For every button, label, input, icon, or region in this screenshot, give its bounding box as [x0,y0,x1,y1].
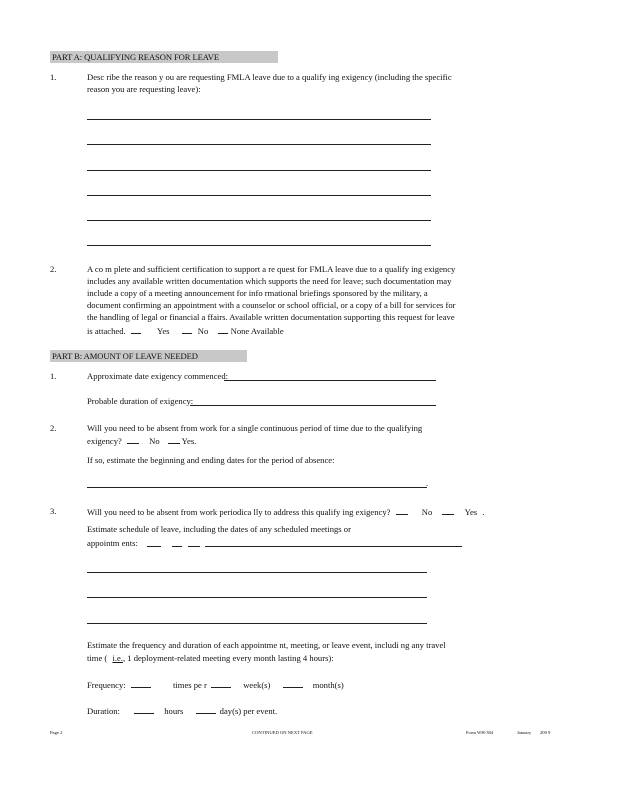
periodic-yes-label: Yes [464,507,478,517]
part-a-q2-text-line2: includes any available written documentation which supports the need for leave; such documentation may [87,276,452,286]
part-a-q1-number: 1. [50,72,57,82]
part-b-q1-number: 1. [50,371,57,381]
reason-answer-line-1[interactable] [87,119,431,120]
duration-days-field[interactable] [196,705,216,714]
frequency-example-prefix: time ( [87,653,108,663]
part-a-q2-text-line4: document confirming an appointment with a counselor or school official, or a copy of a bill for services for [87,300,456,310]
exigency-duration-field[interactable] [190,405,436,406]
schedule-instruction-line1: Estimate schedule of leave, including the dates of any scheduled meetings or [87,524,351,534]
part-a-heading: PART A: QUALIFYING REASON FOR LEAVE [50,51,278,63]
continuous-yes-blank[interactable] [168,435,180,444]
schedule-line-2[interactable] [87,572,427,573]
periodic-end-mark: . [482,507,485,517]
times-per-label: times pe r [172,680,207,690]
reason-answer-line-3[interactable] [87,170,431,171]
page-number: Page 2 [50,730,63,735]
periodic-absence-row [87,506,484,518]
part-a-q1-text-line2: reason you are requesting leave): [87,84,201,94]
attached-none-label: None Available [230,326,284,336]
schedule-line-4[interactable] [87,623,427,624]
attached-yes-label: Yes [156,326,170,336]
days-label: day(s) per event. [219,706,278,716]
schedule-instruction-line2: appointm ents: [87,538,138,548]
continuous-yes-label: Yes. [181,436,197,446]
duration-row [87,705,277,717]
duration-hours-field[interactable] [134,705,154,714]
schedule-line-3[interactable] [87,597,427,598]
frequency-instruction-line2 [87,653,334,664]
frequency-months-field[interactable] [283,679,303,688]
ie-abbreviation: i.e. [112,653,123,663]
weeks-label: week(s) [243,680,271,690]
part-b-q2-text-line1: Will you need to be absent from work for a single continuous period of time due to the qualifying [87,423,423,433]
part-b-q2-number: 2. [50,423,57,433]
reason-answer-line-5[interactable] [87,220,431,221]
absence-dates-instruction: If so, estimate the beginning and ending dates for the period of absence: [87,455,335,465]
revision-year: 200 9 [540,730,551,735]
frequency-instruction-line1: Estimate the frequency and duration of each appointme nt, meeting, or leave event, includi ng any travel [87,640,446,650]
part-a-q2-text-line3: include a copy of a meeting announcement for info rmational briefings sponsored by the military, a [87,288,428,298]
continuous-absence-row [87,435,196,447]
hours-label: hours [164,706,184,716]
periodic-no-blank[interactable] [396,506,408,515]
continued-notice: CONTINUED ON NEXT PAGE [252,730,313,735]
absence-dates-field[interactable] [87,487,427,488]
attached-label: is attached. [87,326,126,336]
schedule-field[interactable] [205,546,462,547]
continuous-absence-label: exigency? [87,436,122,446]
exigency-start-label: Approximate date exigency commenced: [87,371,229,381]
part-b-q3-number: 3. [50,506,57,516]
periodic-absence-label: Will you need to be absent from work periodica lly to address this qualify ing exigency? [87,507,391,517]
reason-answer-line-2[interactable] [87,144,431,145]
part-a-q2-text-line1: A co m plete and sufficient certification to support a re quest for FMLA leave due to a qualify ing exigency [87,264,456,274]
continuous-no-label: No [149,436,160,446]
reason-answer-line-4[interactable] [87,195,431,196]
exigency-start-field[interactable] [224,380,436,381]
exigency-duration-label: Probable duration of exigency: [87,396,194,406]
part-a-q2-text-line5: the handling of legal or financial a ffairs. Available written documentation supporting this request for leave [87,312,455,322]
schedule-blank-3[interactable] [188,546,200,547]
attached-no-blank[interactable] [182,325,192,334]
absence-dates-end-mark: . [426,478,429,488]
months-label: month(s) [312,680,344,690]
frequency-count-field[interactable] [131,679,151,688]
part-a-q1-text-line1: Desc ribe the reason y ou are requesting FMLA leave due to a qualify ing exigency (including the specific [87,72,452,82]
documentation-attached-row [87,325,284,337]
revision-month: January [517,730,532,735]
frequency-row [87,679,344,691]
frequency-label: Frequency: [87,680,126,690]
reason-answer-line-6[interactable] [87,245,431,246]
form-number: Form WH-384 [466,730,494,735]
frequency-weeks-field[interactable] [211,679,231,688]
schedule-blank-1[interactable] [147,546,161,547]
periodic-yes-blank[interactable] [442,506,454,515]
duration-label: Duration: [87,706,120,716]
part-a-q2-number: 2. [50,264,57,274]
continuous-no-blank[interactable] [127,435,139,444]
frequency-example-text: , 1 deployment-related meeting every month lasting 4 hours): [122,653,334,663]
attached-no-label: No [197,326,209,336]
schedule-blank-2[interactable] [172,546,182,547]
attached-yes-blank[interactable] [131,325,141,334]
periodic-no-label: No [421,507,433,517]
part-b-heading: PART B: AMOUNT OF LEAVE NEEDED [50,350,247,362]
attached-none-blank[interactable] [218,325,228,334]
